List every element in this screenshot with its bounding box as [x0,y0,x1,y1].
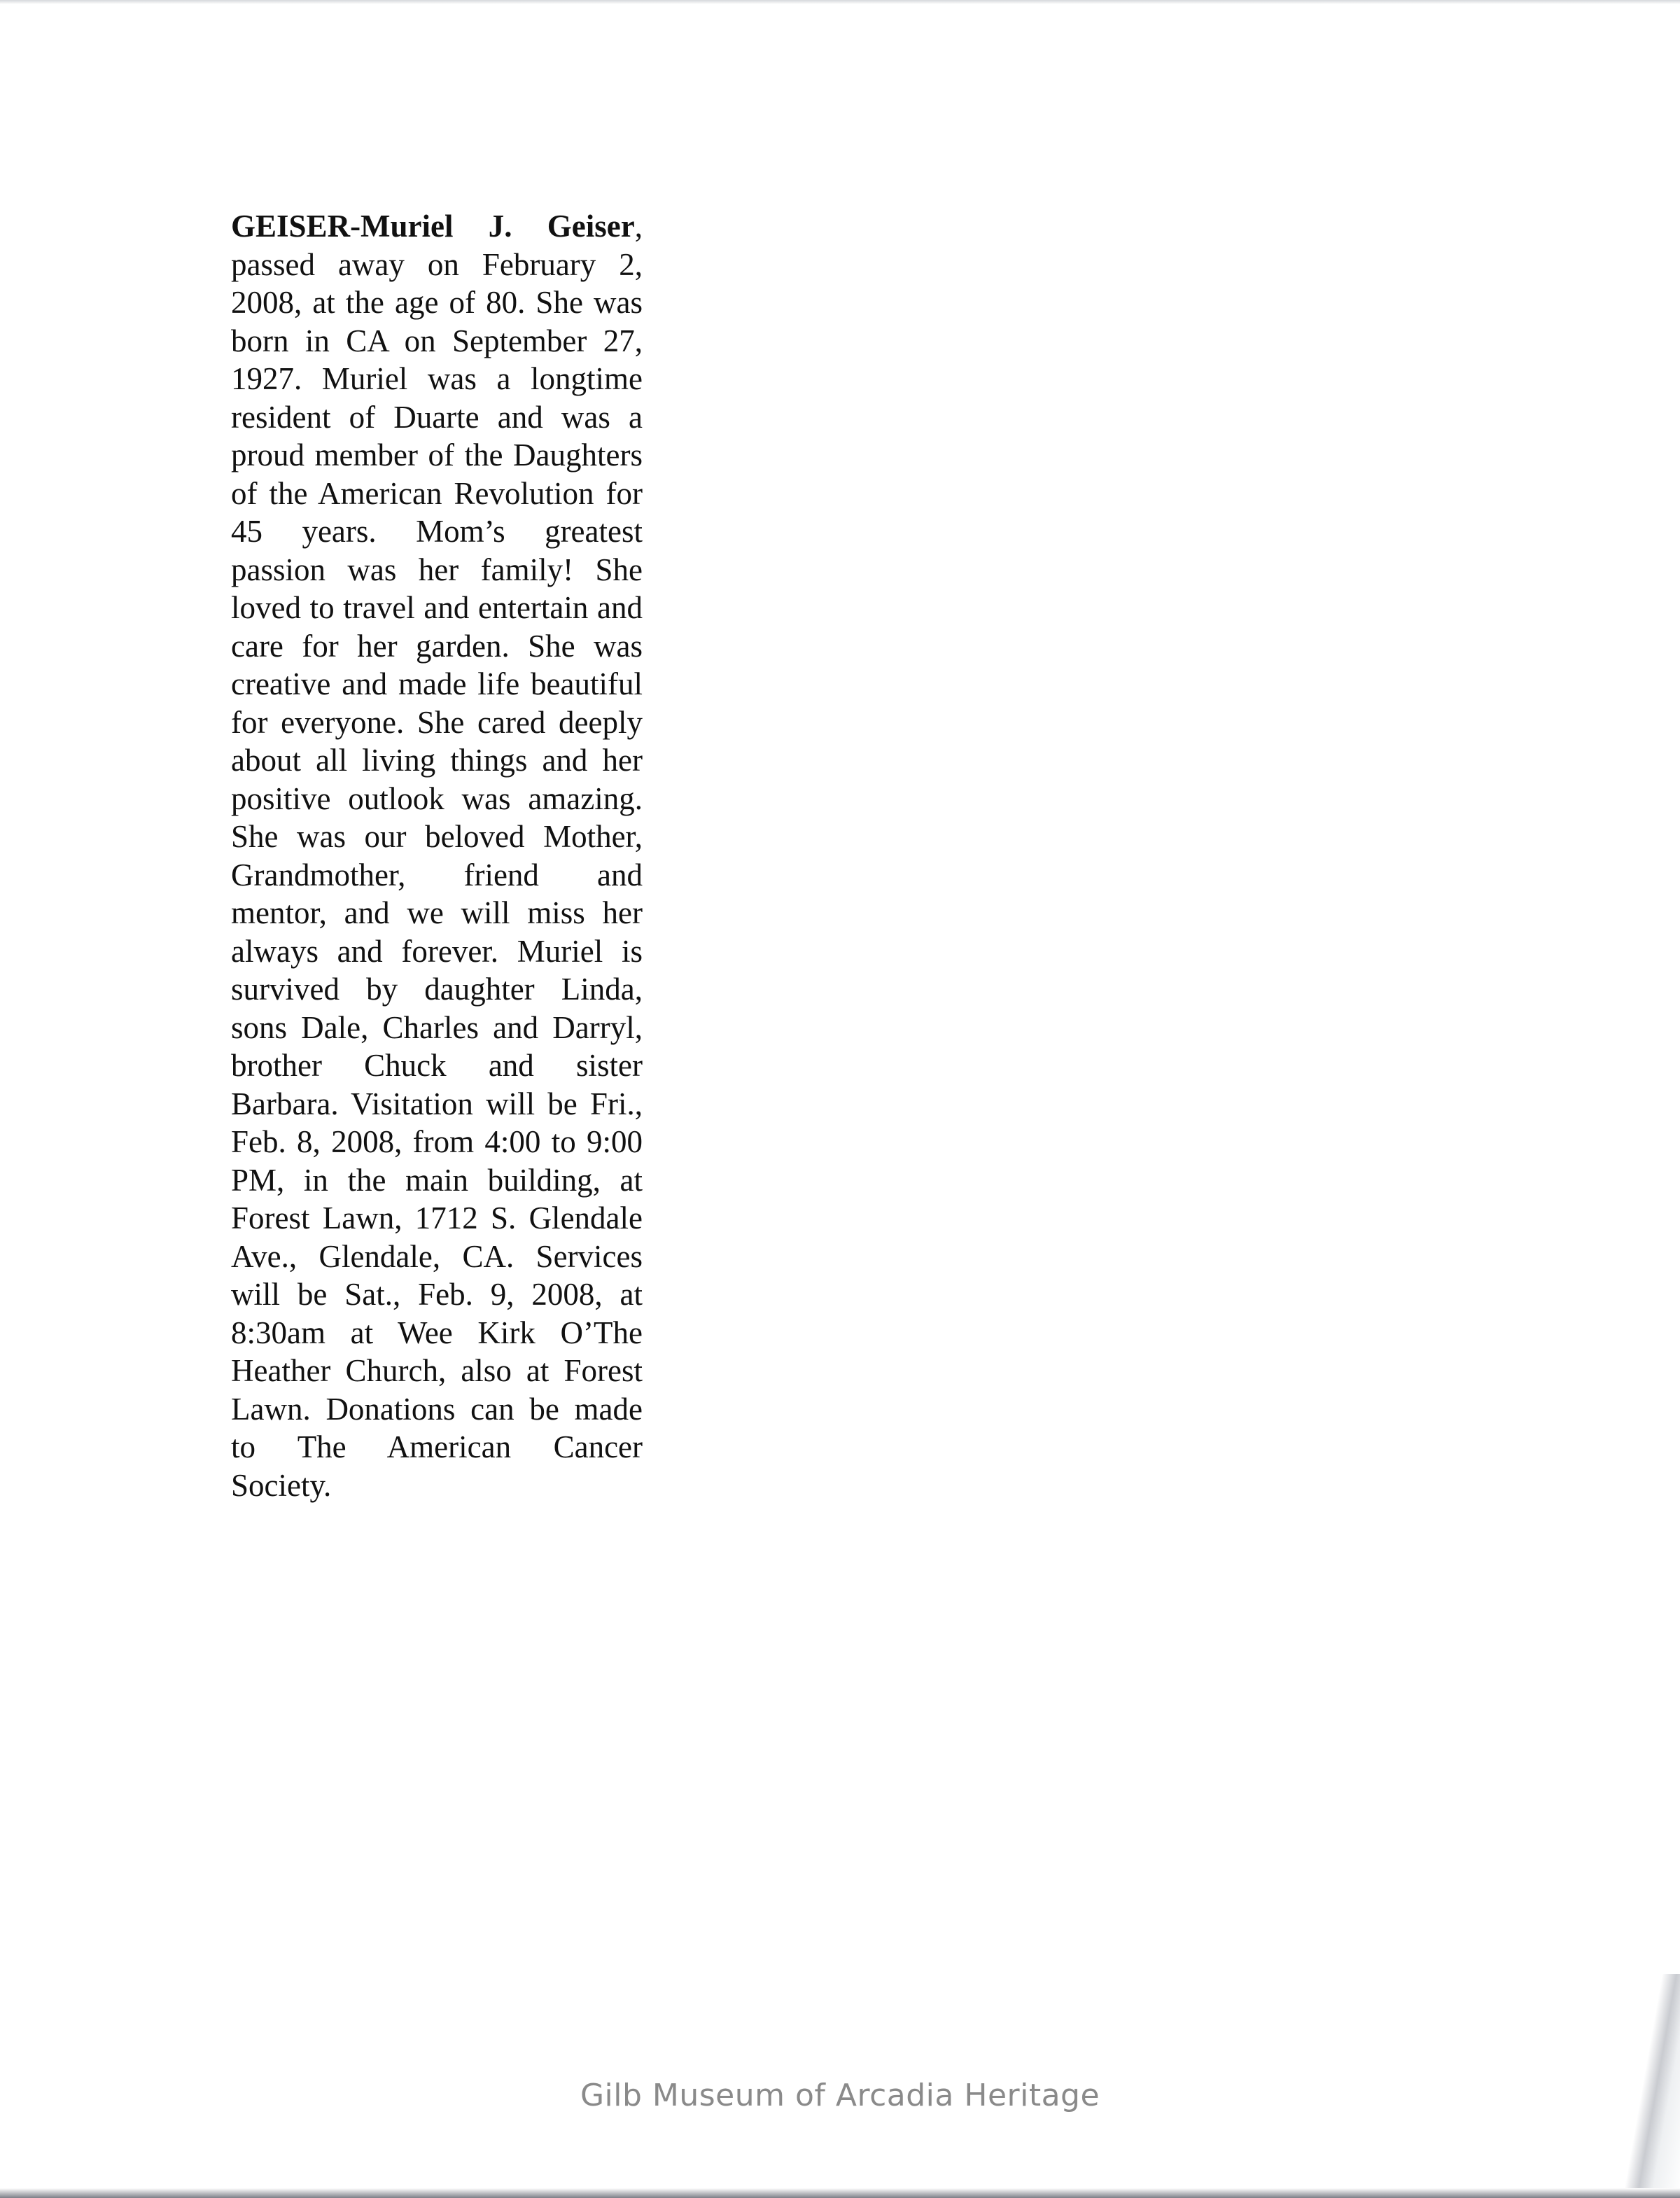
museum-watermark: Gilb Museum of Arcadia Heritage [580,2078,1100,2113]
scan-curled-corner [1624,1974,1680,2198]
obituary-body: , passed away on February 2, 2008, at the age of 80. She was born in CA on September 27, 1927. Muriel was a longtime resident of Duarte and was a proud member of the Daughters of the American Revolution for 45 years. Mom’s greatest passion was her family! She loved to travel and entertain and care for her garden. She was creative and made life beautiful for everyone. She cared deeply about all living things and her positive outlook was amazing. She was our beloved Mother, Grandmother, friend and mentor, and we will miss her always and forever. Muriel is survived by daughter Linda, sons Dale, Charles and Darryl, brother Chuck and sister Barbara. Visitation will be Fri., Feb. 8, 2008, from 4:00 to 9:00 PM, in the main building, at Forest Lawn, 1712 S. Glendale Ave., Glendale, CA. Services will be Sat., Feb. 9, 2008, at 8:30am at Wee Kirk O’The Heather Church, also at Forest Lawn. Donations can be made to The American Cancer Society. [231,209,643,1503]
obituary-heading: GEISER-Muriel J. Geiser [231,209,635,244]
scan-top-edge [0,0,1680,4]
scan-bottom-edge [0,2188,1680,2198]
obituary-text [231,207,643,1504]
